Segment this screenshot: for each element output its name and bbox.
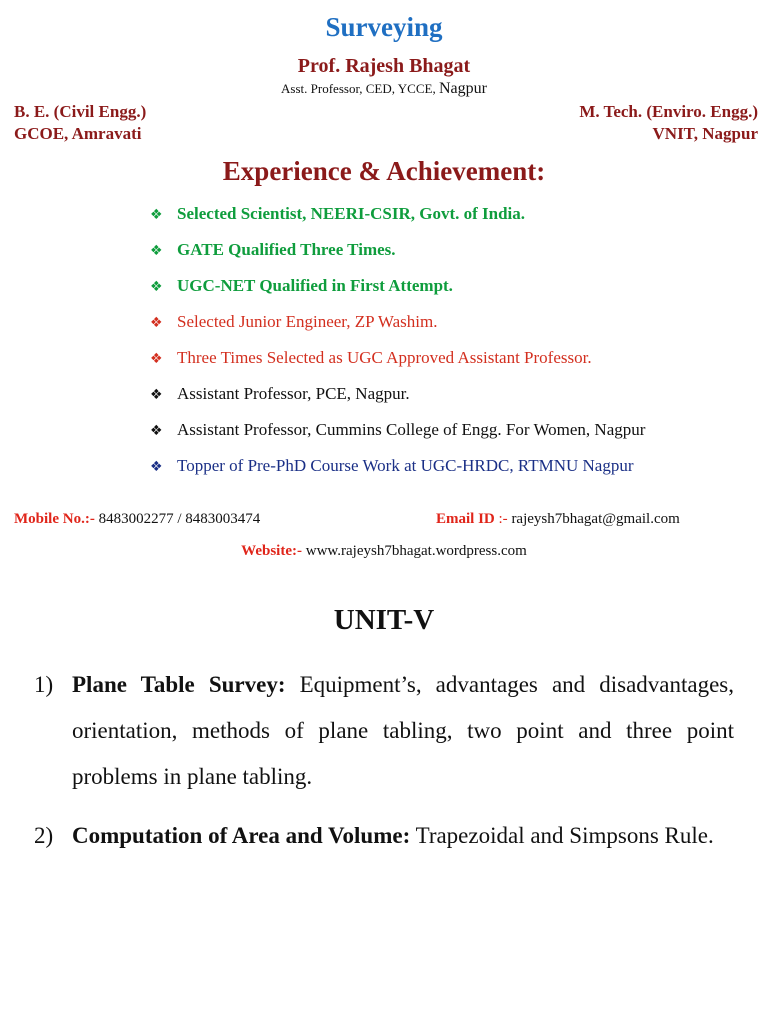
achievement-text: Three Times Selected as UGC Approved Assistant Professor. [177, 348, 592, 367]
achievement-item [150, 451, 645, 487]
topic-text: Trapezoidal and Simpsons Rule. [415, 823, 714, 848]
achievement-item [150, 343, 645, 379]
topic-body [72, 813, 734, 859]
email-label: Email ID [436, 511, 495, 527]
achievement-text: Assistant Professor, Cummins College of Engg. For Women, Nagpur [177, 420, 646, 439]
mobile-contact [14, 511, 260, 528]
diamond-bullet-icon: ❖ [150, 351, 163, 367]
author-position [0, 80, 768, 98]
diamond-bullet-icon: ❖ [150, 387, 163, 403]
topic-number: 2) [34, 823, 54, 848]
achievement-text: Selected Scientist, NEERI-CSIR, Govt. of India. [177, 204, 526, 223]
achievement-item [150, 235, 645, 271]
author-name: Prof. Rajesh Bhagat [297, 55, 471, 77]
diamond-bullet-icon: ❖ [150, 459, 163, 475]
degree-be-institute: GCOE, Amravati [14, 124, 142, 143]
topic-number: 1) [34, 672, 54, 697]
email-value: rajeysh7bhagat@gmail.com [511, 511, 680, 527]
achievement-text: UGC-NET Qualified in First Attempt. [177, 276, 453, 295]
achievement-item [150, 415, 645, 451]
website-label: Website:- [241, 543, 302, 559]
degree-be [14, 101, 146, 145]
degree-mtech-title: M. Tech. (Enviro. Engg.) [579, 102, 758, 121]
achievement-text: Topper of Pre-PhD Course Work at UGC-HRDC, RTMNU Nagpur [177, 456, 634, 475]
degree-mtech-institute: VNIT, Nagpur [652, 124, 758, 143]
position-text: Asst. Professor, CED, YCCE, [281, 81, 436, 96]
email-separator: :- [498, 511, 508, 527]
diamond-bullet-icon: ❖ [150, 243, 163, 259]
unit-title: UNIT-V [333, 604, 435, 636]
achievement-item [150, 379, 645, 415]
topic-item [34, 813, 734, 859]
mobile-separator: .:- [81, 511, 95, 527]
achievement-text: Selected Junior Engineer, ZP Washim. [177, 312, 438, 331]
position-city: Nagpur [438, 80, 487, 97]
topic-heading: Computation of Area and Volume: [72, 823, 411, 848]
website-value: www.rajeysh7bhagat.wordpress.com [305, 543, 527, 559]
diamond-bullet-icon: ❖ [150, 315, 163, 331]
achievement-item [150, 271, 645, 307]
achievement-item [150, 199, 645, 235]
achievement-text: Assistant Professor, PCE, Nagpur. [177, 384, 410, 403]
achievement-list [150, 199, 645, 487]
achievement-text: GATE Qualified Three Times. [177, 240, 396, 259]
document-title: Surveying [325, 12, 443, 42]
topic-item [34, 662, 734, 800]
degree-mtech [579, 101, 758, 145]
mobile-label: Mobile No [14, 511, 82, 527]
topic-body [72, 662, 734, 800]
experience-heading: Experience & Achievement: [222, 156, 546, 186]
degree-be-title: B. E. (Civil Engg.) [14, 102, 147, 121]
achievement-item [150, 307, 645, 343]
mobile-value: 8483002277 / 8483003474 [98, 511, 261, 527]
diamond-bullet-icon: ❖ [150, 207, 163, 223]
topic-heading: Plane Table Survey: [72, 672, 286, 697]
website-contact [0, 543, 768, 560]
topic-text: Equipment’s, advantages and disadvantages, orientation, methods of plane tabling, two point and three point problems in plane tabling. [72, 672, 735, 789]
diamond-bullet-icon: ❖ [150, 423, 163, 439]
email-contact [436, 511, 680, 528]
diamond-bullet-icon: ❖ [150, 279, 163, 295]
